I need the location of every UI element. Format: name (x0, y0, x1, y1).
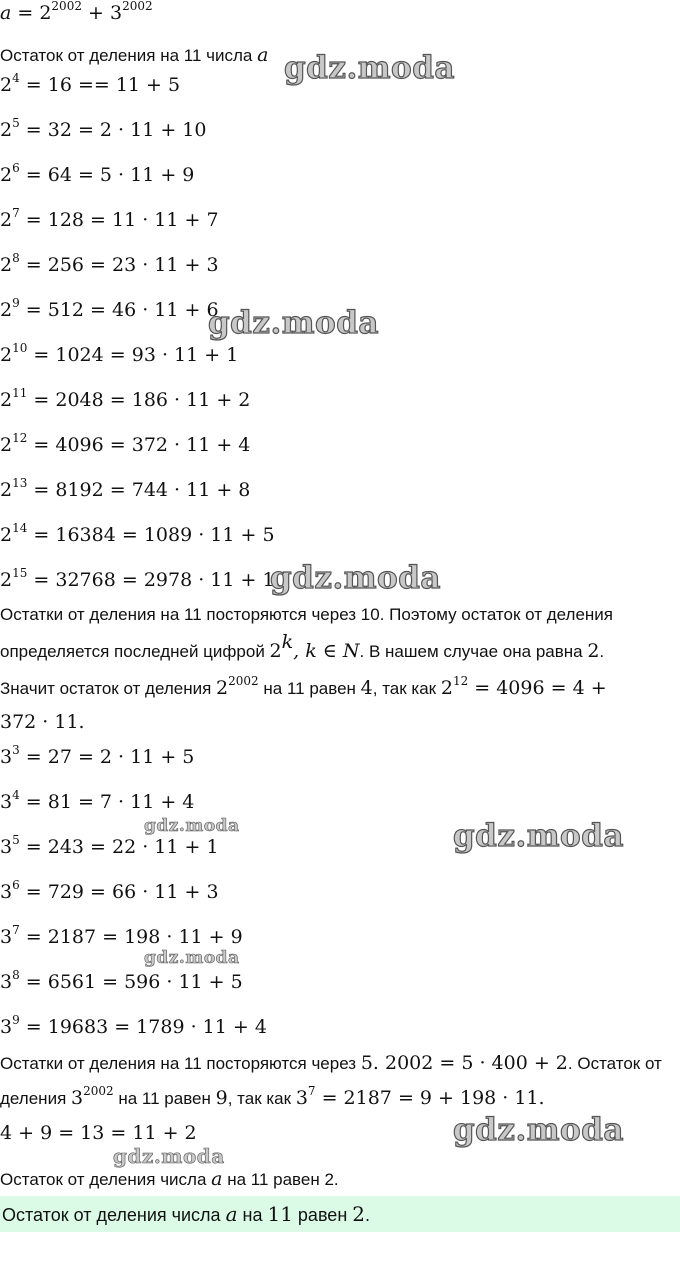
equation-line: $3^9 = 19683 = 1789 \cdot 11 + 4$ (0, 1013, 267, 1038)
text-line: Значит остаток от деления $2^{2002}$ на 11 равен 4, так как $2^{12} = 4096 = 4$ + (0, 674, 607, 699)
equation-line: $3^8 = 6561 = 596 \cdot 11 + 5$ (0, 968, 243, 993)
watermark: gdz.moda (453, 818, 624, 854)
watermark: gdz.moda (113, 1144, 225, 1168)
text-line: определяется последней цифрой 2$^k$, k ∈ N. В нашем случае она равна 2. (0, 631, 605, 662)
equation-line: $2^8 = 256 = 23 \cdot 11 + 3$ (0, 251, 219, 276)
equation-line: $2^{15} = 32768 = 2978 \cdot 11 + 10$ (0, 566, 287, 591)
equation-definition: $a = 2^{2002} + 3^{2002}$ (0, 0, 153, 24)
equation-line: $3^5 = 243 = 22 \cdot 11 + 1$ (0, 833, 219, 858)
equation-line: $2^{11} = 2048 = 186 \cdot 11 + 2$ (0, 386, 251, 411)
watermark: gdz.moda (208, 305, 379, 341)
text-line: деления $3^{2002}$ на 11 равен 9, так как $3^7 = 2187 = 9 + 198 \cdot 11$. (0, 1084, 545, 1109)
watermark: gdz.moda (144, 816, 240, 836)
equation-line: 4 + 9 = 13 = 11 + 2 (0, 1122, 197, 1144)
text-line: Остаток от деления числа a на 11 равен 2. (0, 1168, 339, 1190)
text-line: Остаток от деления на 11 числа a (0, 44, 269, 66)
watermark: gdz.moda (144, 948, 240, 968)
var-a: a (0, 2, 12, 24)
text-line: Остатки от деления на 11 посторяются через 10. Поэтому остаток от деления (0, 605, 613, 624)
equation-line: $3^4 = 81 = 7 \cdot 11 + 4$ (0, 788, 195, 813)
equation-line: $3^6 = 729 = 66 \cdot 11 + 3$ (0, 878, 219, 903)
equation-line: $2^7 = 128 = 11 \cdot 11 + 7$ (0, 206, 219, 231)
equation-line: $2^9 = 512 = 46 \cdot 11 + 6$ (0, 296, 219, 321)
equation-line: $2^{10} = 1024 = 93 \cdot 11 + 1$ (0, 341, 239, 366)
equation-line: $2^4 = 16 == 11 + 5$ (0, 71, 181, 96)
equation-line: $3^7 = 2187 = 198 \cdot 11 + 9$ (0, 923, 243, 948)
equation-line: $2^6 = 64 = 5 \cdot 11 + 9$ (0, 161, 195, 186)
watermark: gdz.moda (270, 560, 441, 596)
equation-line: $2^{12} = 4096 = 372 \cdot 11 + 4$ (0, 431, 251, 456)
watermark: gdz.moda (453, 1112, 624, 1148)
watermark: gdz.moda (284, 50, 455, 86)
text-line: Остатки от деления на 11 посторяются через 5. 2002 = 5 · 400 + 2. Остаток от (0, 1052, 662, 1074)
answer-box: Остаток от деления числа a на 11 равен 2. (0, 1196, 680, 1232)
text-line: 372 · 11. (0, 711, 85, 733)
equation-line: $3^3 = 27 = 2 \cdot 11 + 5$ (0, 743, 195, 768)
equation-line: $2^{14} = 16384 = 1089 \cdot 11 + 5$ (0, 521, 275, 546)
equation-line: $2^5 = 32 = 2 \cdot 11 + 10$ (0, 116, 207, 141)
equation-line: $2^{13} = 8192 = 744 \cdot 11 + 8$ (0, 476, 251, 501)
